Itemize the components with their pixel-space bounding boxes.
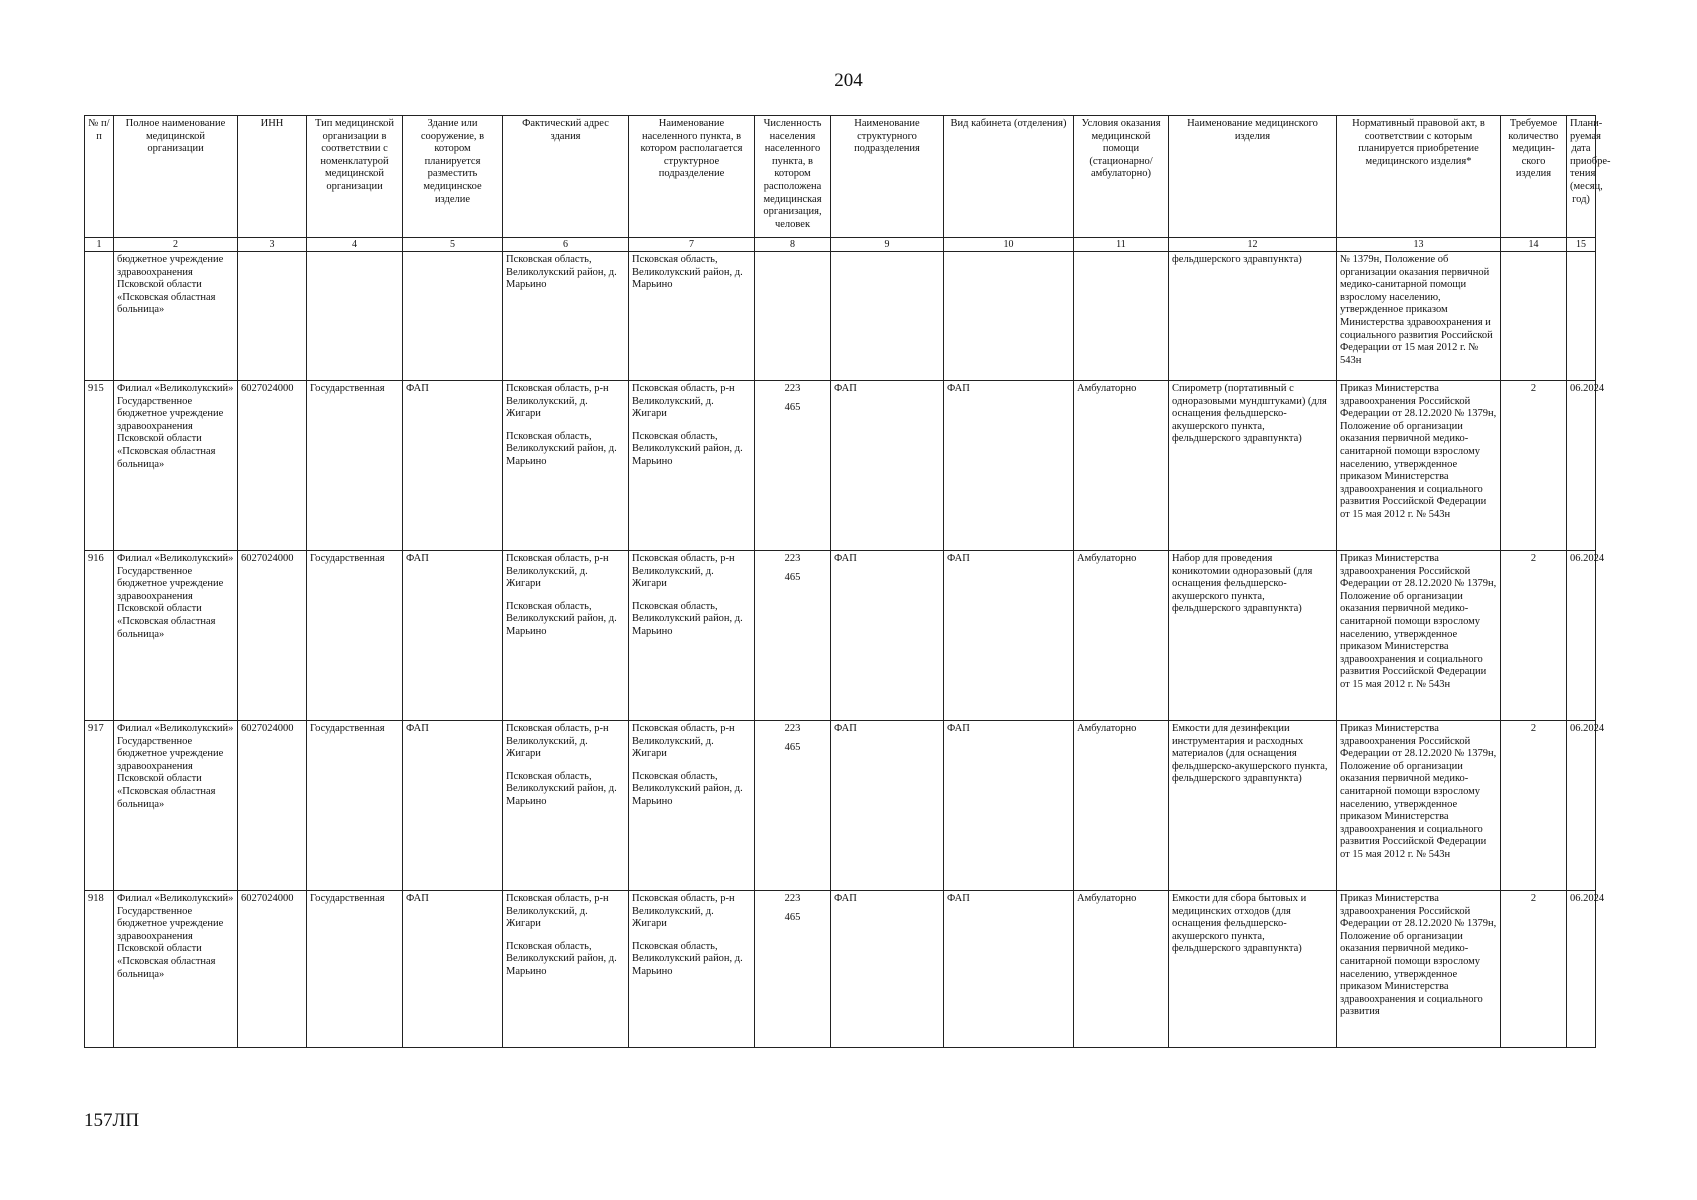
- col-header-conditions: Условия оказания медицинской помощи (стационарно/ амбулаторно): [1074, 116, 1169, 238]
- cell-qty: 2: [1501, 551, 1567, 721]
- col-number: 4: [307, 238, 403, 252]
- cell-unit: ФАП: [831, 721, 944, 891]
- cell-org: Филиал «Великолукский» Государственное бюджетное учреждение здравоохранения Псковской области «Псковская областная больница»: [114, 891, 238, 1048]
- cell-population: [755, 252, 831, 381]
- population-value: 465: [784, 401, 801, 413]
- address-line: Псковская область, р-н Великолукский, д. Жигари: [506, 553, 609, 590]
- address-line: Псковская область, Великолукский район, д. Марьино: [506, 600, 617, 637]
- cell-inn: 6027024000: [238, 721, 307, 891]
- col-header-device: Наименование медицинского изделия: [1169, 116, 1337, 238]
- cell-conditions: Амбулаторно: [1074, 381, 1169, 551]
- cell-num: 917: [85, 721, 114, 891]
- cell-date: 06.2024: [1567, 381, 1596, 551]
- cell-building: ФАП: [403, 721, 503, 891]
- cell-org: Филиал «Великолукский» Государственное бюджетное учреждение здравоохранения Псковской области «Псковская областная больница»: [114, 381, 238, 551]
- col-number: 6: [503, 238, 629, 252]
- column-number-row: [85, 238, 1596, 252]
- cell-qty: 2: [1501, 721, 1567, 891]
- cell-unit: ФАП: [831, 891, 944, 1048]
- cell-qty: [1501, 252, 1567, 381]
- cell-room: ФАП: [944, 551, 1074, 721]
- col-number: 1: [85, 238, 114, 252]
- cell-population: [755, 721, 831, 891]
- header-row: [85, 116, 1596, 238]
- cell-num: 916: [85, 551, 114, 721]
- cell-settlement: [629, 891, 755, 1048]
- cell-type: [307, 252, 403, 381]
- col-number: 9: [831, 238, 944, 252]
- table-header: [85, 116, 1611, 252]
- cell-device: Емкости для сбора бытовых и медицинских отходов (для оснащения фельдшерско-акушерского пункта, фельдшерского здравпункта): [1169, 891, 1337, 1048]
- cell-building: ФАП: [403, 551, 503, 721]
- equipment-table: [84, 115, 1611, 1048]
- col-number: 11: [1074, 238, 1169, 252]
- col-header-date: Плани-руемая дата приобре-тения (месяц, год): [1567, 116, 1596, 238]
- cell-settlement: Псковская область, Великолукский район, д. Марьино: [629, 252, 755, 381]
- cell-type: Государственная: [307, 891, 403, 1048]
- col-number: 5: [403, 238, 503, 252]
- cell-settlement: [629, 551, 755, 721]
- cell-room: [944, 252, 1074, 381]
- col-number: 7: [629, 238, 755, 252]
- cell-population: [755, 891, 831, 1048]
- cell-date: 06.2024: [1567, 721, 1596, 891]
- cell-room: ФАП: [944, 381, 1074, 551]
- cell-conditions: Амбулаторно: [1074, 551, 1169, 721]
- equipment-table-wrapper: [84, 115, 1611, 1048]
- cell-unit: ФАП: [831, 551, 944, 721]
- col-number: 15: [1567, 238, 1596, 252]
- cell-qty: 2: [1501, 891, 1567, 1048]
- col-number: 14: [1501, 238, 1567, 252]
- col-header-type: Тип медицинской организации в соответствии с номенклатурой медицинской организации: [307, 116, 403, 238]
- cell-settlement: [629, 721, 755, 891]
- cell-building: ФАП: [403, 381, 503, 551]
- col-header-unit: Наименование структурного подразделения: [831, 116, 944, 238]
- cell-type: Государственная: [307, 721, 403, 891]
- cell-unit: [831, 252, 944, 381]
- col-number: 8: [755, 238, 831, 252]
- address-line: Псковская область, р-н Великолукский, д. Жигари: [506, 383, 609, 420]
- page-number: 204: [834, 70, 863, 91]
- address-line: Псковская область, р-н Великолукский, д. Жигари: [506, 893, 609, 930]
- cell-org: Филиал «Великолукский» Государственное бюджетное учреждение здравоохранения Псковской области «Псковская областная больница»: [114, 721, 238, 891]
- cell-device: фельдшерского здравпункта): [1169, 252, 1337, 381]
- cell-room: ФАП: [944, 721, 1074, 891]
- cell-inn: 6027024000: [238, 551, 307, 721]
- settlement-line: Псковская область, р-н Великолукский, д. Жигари: [632, 723, 735, 760]
- cell-act: Приказ Министерства здравоохранения Российской Федерации от 28.12.2020 № 1379н, Положение об организации оказания первичной медико-санитарной помощи взрослому населению, утвержденное приказом Министерства здравоохранения и социального развития: [1337, 891, 1501, 1048]
- cell-org: бюджетное учреждение здравоохранения Псковской области «Псковская областная больница»: [114, 252, 238, 381]
- cell-room: ФАП: [944, 891, 1074, 1048]
- address-line: Псковская область, Великолукский район, д. Марьино: [506, 770, 617, 807]
- cell-num: 918: [85, 891, 114, 1048]
- cell-num: [85, 252, 114, 381]
- settlement-line: Псковская область, р-н Великолукский, д. Жигари: [632, 553, 735, 590]
- population-value: 465: [784, 741, 801, 753]
- cell-date: 06.2024: [1567, 891, 1596, 1048]
- table-row: [85, 551, 1596, 721]
- cell-num: 915: [85, 381, 114, 551]
- cell-unit: ФАП: [831, 381, 944, 551]
- population-value: 465: [784, 911, 801, 923]
- cell-act: Приказ Министерства здравоохранения Российской Федерации от 28.12.2020 № 1379н, Положение об организации оказания первичной медико-санитарной помощи взрослому населению, утвержденное приказом Министерства здравоохранения и социального развития Российской Федерации от 15 мая 2012 г. № 543н: [1337, 721, 1501, 891]
- address-line: Псковская область, Великолукский район, д. Марьино: [506, 430, 617, 467]
- col-number: 2: [114, 238, 238, 252]
- table-row-continuation: [85, 252, 1596, 381]
- col-header-settlement: Наименование населенного пункта, в котором располагается структурное подразделение: [629, 116, 755, 238]
- cell-address: [503, 381, 629, 551]
- cell-act: Приказ Министерства здравоохранения Российской Федерации от 28.12.2020 № 1379н, Положение об организации оказания первичной медико-санитарной помощи взрослому населению, утвержденное приказом Министерства здравоохранения и социального развития Российской Федерации от 15 мая 2012 г. № 543н: [1337, 551, 1501, 721]
- cell-conditions: Амбулаторно: [1074, 721, 1169, 891]
- cell-act: Приказ Министерства здравоохранения Российской Федерации от 28.12.2020 № 1379н, Положение об организации оказания первичной медико-санитарной помощи взрослому населению, утвержденное приказом Министерства здравоохранения и социального развития Российской Федерации от 15 мая 2012 г. № 543н: [1337, 381, 1501, 551]
- cell-device: Набор для проведения коникотомии одноразовый (для оснащения фельдшерско-акушерского пункта, фельдшерского здравпункта): [1169, 551, 1337, 721]
- cell-address: [503, 551, 629, 721]
- cell-conditions: [1074, 252, 1169, 381]
- col-header-org: Полное наименование медицинской организации: [114, 116, 238, 238]
- cell-inn: [238, 252, 307, 381]
- cell-date: 06.2024: [1567, 551, 1596, 721]
- cell-qty: 2: [1501, 381, 1567, 551]
- col-header-population: Численность населения населенного пункта, в котором расположена медицинская организация, человек: [755, 116, 831, 238]
- cell-address: [503, 721, 629, 891]
- col-header-inn: ИНН: [238, 116, 307, 238]
- cell-type: Государственная: [307, 381, 403, 551]
- table-row: [85, 891, 1596, 1048]
- address-line: Псковская область, Великолукский район, д. Марьино: [506, 940, 617, 977]
- cell-address: Псковская область, Великолукский район, д. Марьино: [503, 252, 629, 381]
- population-value: 223: [784, 723, 801, 734]
- col-header-address: Фактический адрес здания: [503, 116, 629, 238]
- population-value: 223: [784, 383, 801, 394]
- cell-inn: 6027024000: [238, 891, 307, 1048]
- settlement-line: Псковская область, Великолукский район, д. Марьино: [632, 600, 743, 637]
- cell-population: [755, 551, 831, 721]
- cell-act: № 1379н, Положение об организации оказания первичной медико-санитарной помощи взрослому населению, утвержденное приказом Министерства здравоохранения и социального развития Российской Федерации от 15 мая 2012 г. № 543н: [1337, 252, 1501, 381]
- col-header-qty: Требуемое количество медицин-ского изделия: [1501, 116, 1567, 238]
- col-header-building: Здание или сооружение, в котором планируется разместить медицинское изделие: [403, 116, 503, 238]
- cell-device: Спирометр (портативный с одноразовыми мундштуками) (для оснащения фельдшерско-акушерского пункта, фельдшерского здравпункта): [1169, 381, 1337, 551]
- population-value: 223: [784, 893, 801, 904]
- cell-type: Государственная: [307, 551, 403, 721]
- settlement-line: Псковская область, Великолукский район, д. Марьино: [632, 430, 743, 467]
- cell-building: [403, 252, 503, 381]
- cell-population: [755, 381, 831, 551]
- settlement-line: Псковская область, Великолукский район, д. Марьино: [632, 770, 743, 807]
- cell-date: [1567, 252, 1596, 381]
- table-row: [85, 381, 1596, 551]
- cell-org: Филиал «Великолукский» Государственное бюджетное учреждение здравоохранения Псковской области «Псковская областная больница»: [114, 551, 238, 721]
- settlement-line: Псковская область, р-н Великолукский, д. Жигари: [632, 383, 735, 420]
- population-value: 465: [784, 571, 801, 583]
- col-number: 3: [238, 238, 307, 252]
- table-row: [85, 721, 1596, 891]
- address-line: Псковская область, р-н Великолукский, д. Жигари: [506, 723, 609, 760]
- cell-settlement: [629, 381, 755, 551]
- settlement-line: Псковская область, Великолукский район, д. Марьино: [632, 940, 743, 977]
- cell-conditions: Амбулаторно: [1074, 891, 1169, 1048]
- col-header-num: № п/п: [85, 116, 114, 238]
- cell-building: ФАП: [403, 891, 503, 1048]
- col-number: 10: [944, 238, 1074, 252]
- col-header-act: Нормативный правовой акт, в соответствии с которым планируется приобретение медицинского изделия*: [1337, 116, 1501, 238]
- table-body: [85, 252, 1605, 1048]
- settlement-line: Псковская область, р-н Великолукский, д. Жигари: [632, 893, 735, 930]
- col-header-room: Вид кабинета (отделения): [944, 116, 1074, 238]
- cell-address: [503, 891, 629, 1048]
- cell-inn: 6027024000: [238, 381, 307, 551]
- col-number: 13: [1337, 238, 1501, 252]
- col-number: 12: [1169, 238, 1337, 252]
- population-value: 223: [784, 553, 801, 564]
- cell-device: Емкости для дезинфекции инструментария и расходных материалов (для оснащения фельдшерско-акушерского пункта, фельдшерского здравпункта): [1169, 721, 1337, 891]
- document-code: 157ЛП: [84, 1110, 140, 1131]
